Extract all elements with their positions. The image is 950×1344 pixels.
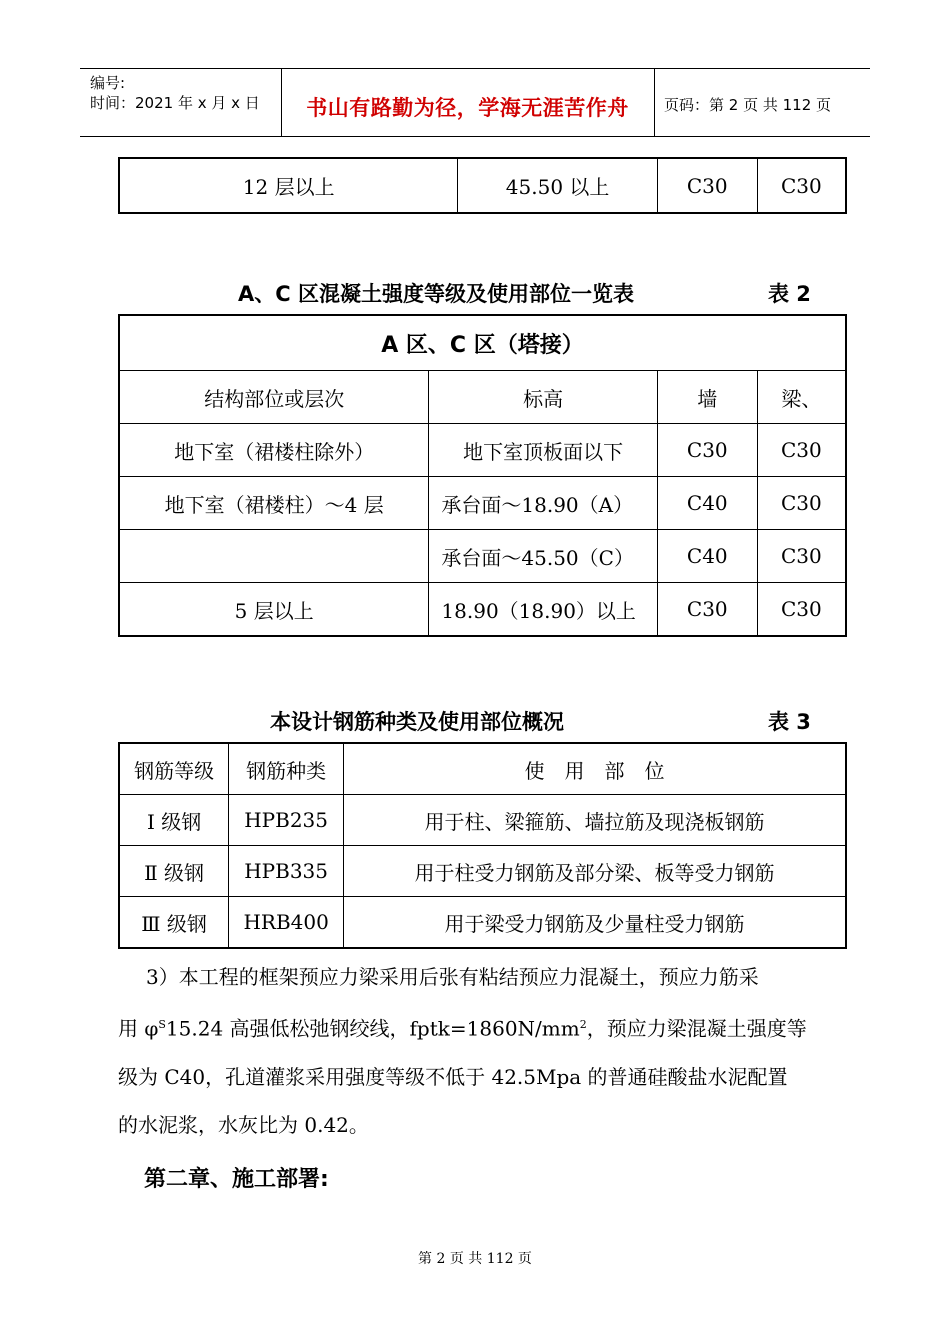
table-title-row [119,315,846,371]
header-motto: 书山有路勤为径，学海无涯苦作舟 [306,96,629,120]
table-cell: 用于梁受力钢筋及少量柱受力钢筋 [344,897,846,949]
table-cell: HPB335 [229,846,344,897]
table-cell: 5 层以上 [119,583,429,637]
header-top-rule [80,68,870,69]
table-cell: Ⅱ 级钢 [119,846,229,897]
table2-caption-number: 表 2 [768,282,811,306]
body-paragraph [118,953,848,1149]
table-cell: 地下室顶板面以下 [429,424,658,477]
text-span: ，预应力梁混凝土强度等 [586,1016,807,1041]
superscript: 2 [579,1018,587,1031]
table-cell: HRB400 [229,897,344,949]
table-continued [118,157,847,214]
table-row [119,897,846,949]
header-bottom-rule [80,136,870,137]
column-header: 使 用 部 位 [344,743,846,795]
table-cell: C30 [657,158,757,213]
table-header-row [119,743,846,795]
table-header-row [119,371,846,424]
paragraph-line: 的水泥浆，水灰比为 0.42。 [118,1112,369,1137]
text-span: 用 φ [118,1016,159,1041]
table-cell [119,530,429,583]
table-cell: 12 层以上 [119,158,458,213]
superscript: S [158,1018,166,1031]
table-cell: 用于柱、梁箍筋、墙拉筋及现浇板钢筋 [344,795,846,846]
column-header: 钢筋种类 [229,743,344,795]
column-header: 梁、 [757,371,846,424]
table-cell: C30 [757,158,846,213]
table2-caption: A、C 区混凝土强度等级及使用部位一览表 [238,282,634,306]
header-number-label: 编号: [90,74,126,92]
table-cell: C40 [657,530,757,583]
table-title: A 区、C 区（塔接） [119,315,846,371]
table-row [119,530,846,583]
table-cell: C30 [757,583,846,637]
table-row [119,846,846,897]
column-header: 墙 [657,371,757,424]
table-cell: 地下室（裙楼柱）～4 层 [119,477,429,530]
table-cell: 45.50 以上 [458,158,657,213]
paragraph-line: 级为 C40，孔道灌浆采用强度等级不低于 42.5Mpa 的普通硅酸盐水泥配置 [118,1064,788,1089]
table-cell: C30 [657,424,757,477]
table-cell: 承台面～45.50（C） [429,530,658,583]
header-page-label: 页码：第 2 页 共 112 页 [664,96,832,114]
table-cell: HPB235 [229,795,344,846]
table-cell: Ⅲ 级钢 [119,897,229,949]
table-cell: 18.90（18.90）以上 [429,583,658,637]
concrete-grade-table [118,314,847,637]
header-time-label: 时间：2021 年 x 月 x 日 [90,94,260,112]
table-cell: C30 [757,530,846,583]
table-cell: C30 [757,477,846,530]
page-footer: 第 2 页 共 112 页 [418,1251,532,1267]
paragraph-line [118,1001,848,1053]
column-header: 结构部位或层次 [119,371,429,424]
header-divider-left [281,68,282,136]
paragraph-line: 3）本工程的框架预应力梁采用后张有粘结预应力混凝土，预应力筋采 [146,965,759,989]
table-row [119,795,846,846]
column-header: 钢筋等级 [119,743,229,795]
table-row [119,583,846,637]
table-cell: Ⅰ 级钢 [119,795,229,846]
table-cell: C30 [657,583,757,637]
table-cell: 承台面～18.90（A） [429,477,658,530]
table-row [119,158,846,213]
table-cell: C30 [757,424,846,477]
table-cell: 地下室（裙楼柱除外） [119,424,429,477]
table-cell: C40 [657,477,757,530]
header-divider-right [654,68,655,136]
table3-caption: 本设计钢筋种类及使用部位概况 [270,710,564,734]
chapter-heading: 第二章、施工部署: [144,1167,329,1192]
table3-caption-number: 表 3 [768,710,811,734]
column-header: 标高 [429,371,658,424]
text-span: 15.24 高强低松弛钢绞线，fptk=1860N/mm [165,1016,580,1041]
table-row [119,477,846,530]
table-row [119,424,846,477]
table-cell: 用于柱受力钢筋及部分梁、板等受力钢筋 [344,846,846,897]
rebar-table [118,742,847,949]
